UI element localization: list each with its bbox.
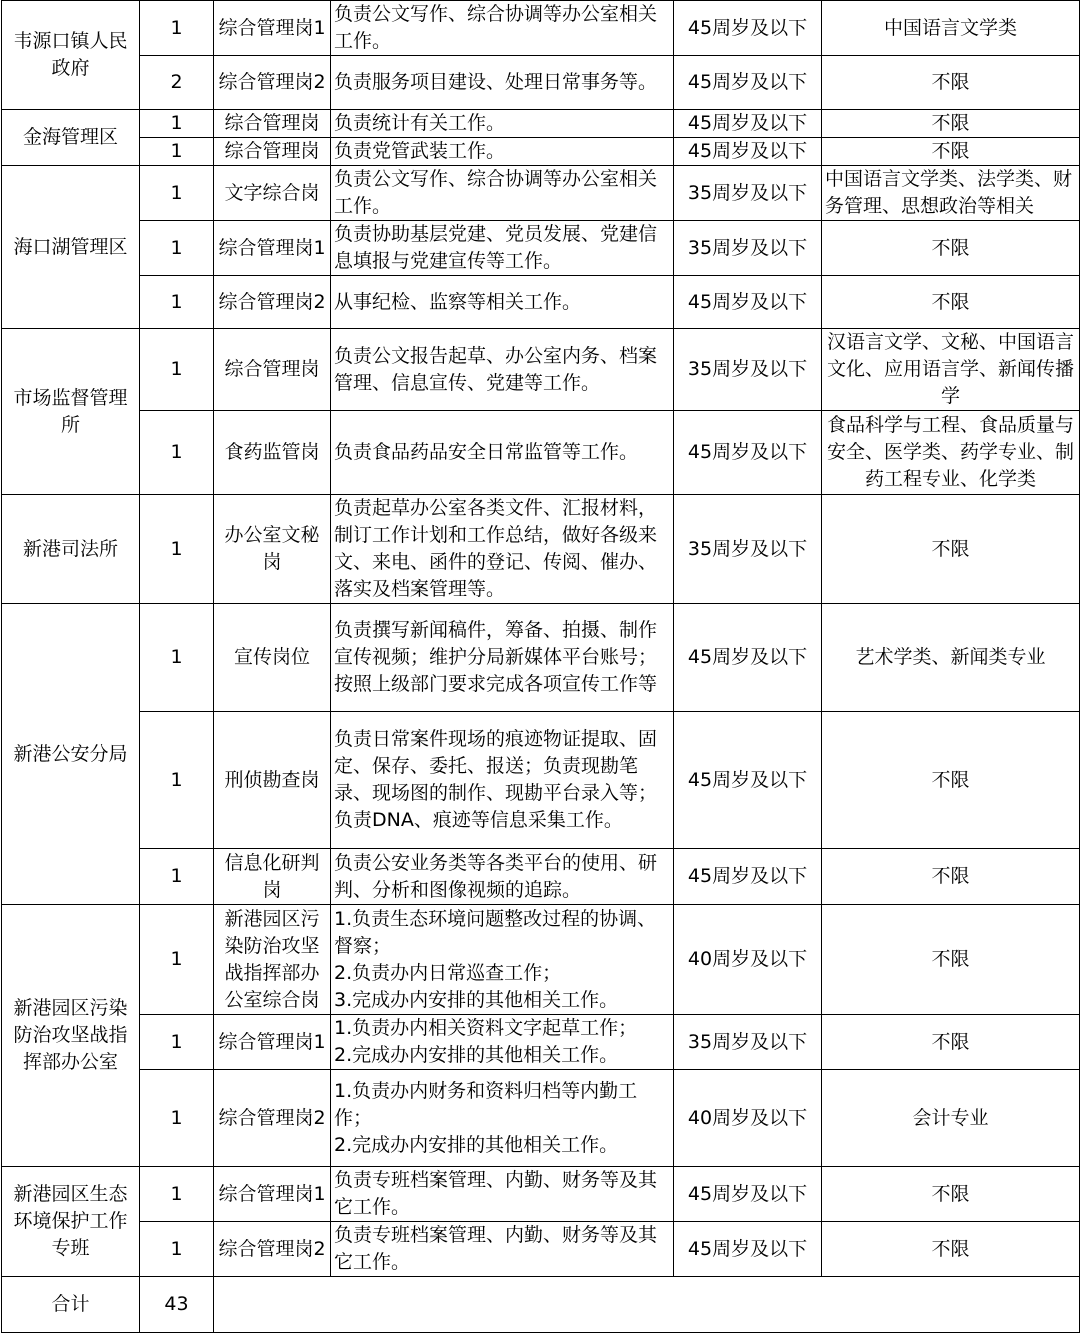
table-row xyxy=(2,1167,1080,1222)
duty-line: 2.负责办内日常巡查工作； xyxy=(334,961,562,984)
post-cell: 综合管理岗1 xyxy=(214,221,331,276)
post-cell: 食药监管岗 xyxy=(214,411,331,495)
count-cell: 1 xyxy=(140,221,214,276)
major-cell: 不限 xyxy=(822,1222,1080,1277)
total-row xyxy=(2,1277,1080,1333)
unit-cell: 市场监督管理所 xyxy=(2,329,140,495)
unit-cell: 新港园区污染防治攻坚战指挥部办公室 xyxy=(2,905,140,1167)
count-cell: 1 xyxy=(140,1070,214,1167)
age-cell: 35周岁及以下 xyxy=(674,1015,822,1070)
age-cell: 45周岁及以下 xyxy=(674,1222,822,1277)
age-cell: 45周岁及以下 xyxy=(674,849,822,905)
table-row xyxy=(2,1015,1080,1070)
duty-cell xyxy=(331,905,674,1015)
duty-cell: 负责服务项目建设、处理日常事务等。 xyxy=(331,56,674,110)
major-cell: 不限 xyxy=(822,712,1080,849)
count-cell: 1 xyxy=(140,905,214,1015)
count-cell: 2 xyxy=(140,56,214,110)
age-cell: 45周岁及以下 xyxy=(674,411,822,495)
duty-line: 1.负责生态环境问题整改过程的协调、督察； xyxy=(334,907,657,957)
major-cell: 不限 xyxy=(822,221,1080,276)
total-label: 合计 xyxy=(2,1277,140,1333)
major-cell: 不限 xyxy=(822,495,1080,604)
major-cell: 中国语言文学类、法学类、财务管理、思想政治等相关 xyxy=(822,166,1080,221)
table-row xyxy=(2,1070,1080,1167)
duty-line: 2.完成办内安排的其他相关工作。 xyxy=(334,1044,619,1066)
age-cell: 45周岁及以下 xyxy=(674,110,822,138)
duty-cell: 负责协助基层党建、党员发展、党建信息填报与党建宣传等工作。 xyxy=(331,221,674,276)
major-cell: 不限 xyxy=(822,1167,1080,1222)
table-row xyxy=(2,712,1080,849)
post-cell: 宣传岗位 xyxy=(214,604,331,712)
age-cell: 45周岁及以下 xyxy=(674,604,822,712)
unit-cell: 韦源口镇人民政府 xyxy=(2,1,140,110)
age-cell: 40周岁及以下 xyxy=(674,905,822,1015)
unit-cell: 海口湖管理区 xyxy=(2,166,140,329)
post-cell: 综合管理岗1 xyxy=(214,1,331,56)
post-cell: 新港园区污染防治攻坚战指挥部办公室综合岗 xyxy=(214,905,331,1015)
table-row xyxy=(2,276,1080,329)
duty-cell: 负责撰写新闻稿件，筹备、拍摄、制作宣传视频；维护分局新媒体平台账号；按照上级部门要求完成各项宣传工作等 xyxy=(331,604,674,712)
table-row xyxy=(2,604,1080,712)
post-cell: 刑侦勘查岗 xyxy=(214,712,331,849)
table-row xyxy=(2,1,1080,56)
duty-cell: 负责食品药品安全日常监管等工作。 xyxy=(331,411,674,495)
age-cell: 35周岁及以下 xyxy=(674,221,822,276)
unit-cell: 新港司法所 xyxy=(2,495,140,604)
count-cell: 1 xyxy=(140,110,214,138)
duty-cell: 负责公文报告起草、办公室内务、档案管理、信息宣传、党建等工作。 xyxy=(331,329,674,411)
table-row xyxy=(2,221,1080,276)
duty-cell: 负责统计有关工作。 xyxy=(331,110,674,138)
count-cell: 1 xyxy=(140,1015,214,1070)
table-row xyxy=(2,56,1080,110)
age-cell: 45周岁及以下 xyxy=(674,1167,822,1222)
age-cell: 35周岁及以下 xyxy=(674,495,822,604)
duty-cell xyxy=(331,1015,674,1070)
count-cell: 1 xyxy=(140,849,214,905)
count-cell: 1 xyxy=(140,166,214,221)
table-row xyxy=(2,849,1080,905)
count-cell: 1 xyxy=(140,138,214,166)
major-cell: 不限 xyxy=(822,1015,1080,1070)
major-cell: 不限 xyxy=(822,56,1080,110)
duty-cell: 负责公安业务类等各类平台的使用、研判、分析和图像视频的追踪。 xyxy=(331,849,674,905)
recruitment-table xyxy=(1,0,1080,1333)
table-row xyxy=(2,905,1080,1015)
post-cell: 综合管理岗 xyxy=(214,110,331,138)
major-cell: 不限 xyxy=(822,905,1080,1015)
table-row xyxy=(2,110,1080,138)
table-row xyxy=(2,1222,1080,1277)
post-cell: 文字综合岗 xyxy=(214,166,331,221)
major-cell: 艺术学类、新闻类专业 xyxy=(822,604,1080,712)
age-cell: 35周岁及以下 xyxy=(674,329,822,411)
count-cell: 1 xyxy=(140,411,214,495)
unit-cell: 新港园区生态环境保护工作专班 xyxy=(2,1167,140,1277)
count-cell: 1 xyxy=(140,1,214,56)
duty-cell: 负责专班档案管理、内勤、财务等及其它工作。 xyxy=(331,1167,674,1222)
post-cell: 综合管理岗 xyxy=(214,138,331,166)
post-cell: 综合管理岗2 xyxy=(214,276,331,329)
unit-cell: 新港公安分局 xyxy=(2,604,140,905)
post-cell: 信息化研判岗 xyxy=(214,849,331,905)
table-row xyxy=(2,411,1080,495)
count-cell: 1 xyxy=(140,604,214,712)
major-cell: 不限 xyxy=(822,138,1080,166)
duty-cell: 负责起草办公室各类文件、汇报材料，制订工作计划和工作总结，做好各级来文、来电、函件的登记、传阅、催办、落实及档案管理等。 xyxy=(331,495,674,604)
count-cell: 1 xyxy=(140,495,214,604)
count-cell: 1 xyxy=(140,712,214,849)
duty-cell: 负责专班档案管理、内勤、财务等及其它工作。 xyxy=(331,1222,674,1277)
age-cell: 40周岁及以下 xyxy=(674,1070,822,1167)
duty-line: 2.完成办内安排的其他相关工作。 xyxy=(334,1133,619,1156)
duty-line: 1.负责办内相关资料文字起草工作； xyxy=(334,1017,638,1039)
table-row xyxy=(2,166,1080,221)
post-cell: 综合管理岗1 xyxy=(214,1015,331,1070)
age-cell: 45周岁及以下 xyxy=(674,712,822,849)
total-empty-cell xyxy=(214,1277,1080,1333)
post-cell: 综合管理岗1 xyxy=(214,1167,331,1222)
major-cell: 中国语言文学类 xyxy=(822,1,1080,56)
duty-cell: 负责党管武装工作。 xyxy=(331,138,674,166)
major-cell: 不限 xyxy=(822,849,1080,905)
count-cell: 1 xyxy=(140,329,214,411)
major-cell: 不限 xyxy=(822,110,1080,138)
count-cell: 1 xyxy=(140,1167,214,1222)
major-cell: 食品科学与工程、食品质量与安全、医学类、药学专业、制药工程专业、化学类 xyxy=(822,411,1080,495)
duty-cell: 负责公文写作、综合协调等办公室相关工作。 xyxy=(331,166,674,221)
table-row xyxy=(2,329,1080,411)
major-cell: 汉语言文学、文秘、中国语言文化、应用语言学、新闻传播学 xyxy=(822,329,1080,411)
age-cell: 35周岁及以下 xyxy=(674,166,822,221)
age-cell: 45周岁及以下 xyxy=(674,1,822,56)
post-cell: 综合管理岗2 xyxy=(214,1222,331,1277)
unit-cell: 金海管理区 xyxy=(2,110,140,166)
duty-cell: 负责公文写作、综合协调等办公室相关工作。 xyxy=(331,1,674,56)
table-row xyxy=(2,138,1080,166)
age-cell: 45周岁及以下 xyxy=(674,276,822,329)
duty-cell: 负责日常案件现场的痕迹物证提取、固定、保存、委托、报送；负责现勘笔录、现场图的制作、现勘平台录入等；负责DNA、痕迹等信息采集工作。 xyxy=(331,712,674,849)
duty-line: 3.完成办内安排的其他相关工作。 xyxy=(334,988,619,1011)
duty-line: 1.负责办内财务和资料归档等内勤工作； xyxy=(334,1079,638,1129)
count-cell: 1 xyxy=(140,276,214,329)
post-cell: 办公室文秘岗 xyxy=(214,495,331,604)
post-cell: 综合管理岗 xyxy=(214,329,331,411)
age-cell: 45周岁及以下 xyxy=(674,56,822,110)
duty-cell xyxy=(331,1070,674,1167)
post-cell: 综合管理岗2 xyxy=(214,56,331,110)
count-cell: 1 xyxy=(140,1222,214,1277)
duty-cell: 从事纪检、监察等相关工作。 xyxy=(331,276,674,329)
major-cell: 会计专业 xyxy=(822,1070,1080,1167)
total-count: 43 xyxy=(140,1277,214,1333)
age-cell: 45周岁及以下 xyxy=(674,138,822,166)
post-cell: 综合管理岗2 xyxy=(214,1070,331,1167)
table-row xyxy=(2,495,1080,604)
major-cell: 不限 xyxy=(822,276,1080,329)
